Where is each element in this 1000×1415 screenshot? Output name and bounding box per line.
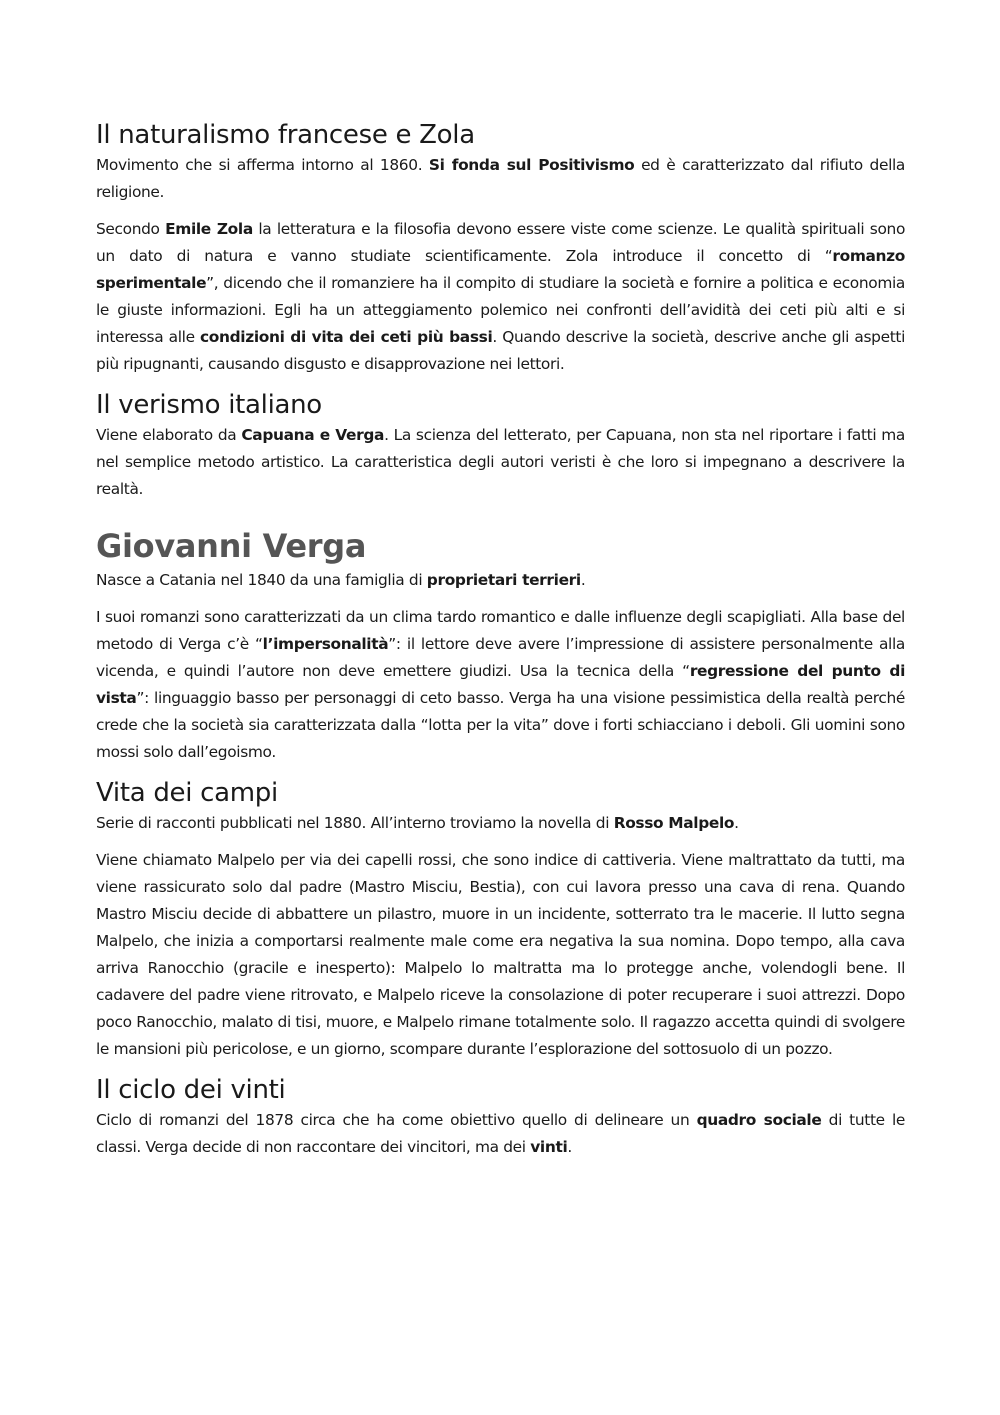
paragraph-zola: Secondo Emile Zola la letteratura e la filosofia devono essere viste come scienze. Le qualità spirituali sono un dato di natura e vanno studiate scientificamente. Zola introduce il concetto di “romanzo sperimentale”, dicendo che il romanziere ha il compito di studiare la società e fornire a politica e economia le giuste informazioni. Egli ha un atteggiamento polemico nei confronti dell’avidità dei ceti più alti e si interessa alle condizioni di vita dei ceti più bassi. Quando descrive la società, descrive anche gli aspetti più ripugnanti, causando disgusto e disapprovazione nei lettori.	[96, 220, 906, 373]
paragraph-vita-dei-campi-intro: Serie di racconti pubblicati nel 1880. All’interno troviamo la novella di Rosso Malpelo.	[96, 814, 739, 832]
document-page	[96, 118, 905, 1161]
paragraph-verismo: Viene elaborato da Capuana e Verga. La scienza del letterato, per Capuana, non sta nel riportare i fatti ma nel semplice metodo artistico. La caratteristica degli autori veristi è che loro si impegnano a descrivere la realtà.	[96, 426, 905, 498]
section-heading-ciclo-dei-vinti: Il ciclo dei vinti	[96, 1075, 286, 1105]
paragraph-ciclo-dei-vinti: Ciclo di romanzi del 1878 circa che ha come obiettivo quello di delineare un quadro sociale di tutte le classi. Verga decide di non raccontare dei vincitori, ma dei vinti.	[96, 1111, 906, 1156]
section-heading-verismo: Il verismo italiano	[96, 390, 322, 420]
chapter-heading-verga: Giovanni Verga	[96, 527, 367, 565]
paragraph-naturalismo-intro: Movimento che si afferma intorno al 1860. Si fonda sul Positivismo ed è caratterizzato dal rifiuto della religione.	[96, 156, 906, 201]
paragraph-verga-birth: Nasce a Catania nel 1840 da una famiglia di proprietari terrieri.	[96, 571, 586, 589]
section-heading-naturalismo: Il naturalismo francese e Zola	[96, 120, 475, 150]
section-heading-vita-dei-campi: Vita dei campi	[96, 778, 278, 808]
paragraph-verga-method: I suoi romanzi sono caratterizzati da un clima tardo romantico e dalle influenze degli scapigliati. Alla base del metodo di Verga c’è “l’impersonalità”: il lettore deve avere l’impressione di assistere personalmente alla vicenda, e quindi l’autore non deve emettere giudizi. Usa la tecnica della “regressione del punto di vista”: linguaggio basso per personaggi di ceto basso. Verga ha una visione pessimistica della realtà perché crede che la società sia caratterizzata dalla “lotta per la vita” dove i forti schiacciano i deboli. Gli uomini sono mossi solo dall’egoismo.	[96, 608, 905, 761]
paragraph-rosso-malpelo: Viene chiamato Malpelo per via dei capelli rossi, che sono indice di cattiveria. Viene maltrattato da tutti, ma viene rassicurato solo dal padre (Mastro Misciu, Bestia), con cui lavora presso una cava di rena. Quando Mastro Misciu decide di abbattere un pilastro, muore in un incidente, sotterrato tra le macerie. Il lutto segna Malpelo, che inizia a comportarsi realmente male come era negativa la sua nomina. Dopo tempo, alla cava arriva Ranocchio (gracile e inesperto): Malpelo lo maltratta ma lo protegge anche, volendogli bene. Il cadavere del padre viene ritrovato, e Malpelo riceve la consolazione di poter recuperare i suoi attrezzi. Dopo poco Ranocchio, malato di tisi, muore, e Malpelo rimane totalmente solo. Il ragazzo accetta quindi di svolgere le mansioni più pericolose, e un giorno, scompare durante l’esplorazione del sottosuolo di un pozzo.	[96, 851, 905, 1058]
